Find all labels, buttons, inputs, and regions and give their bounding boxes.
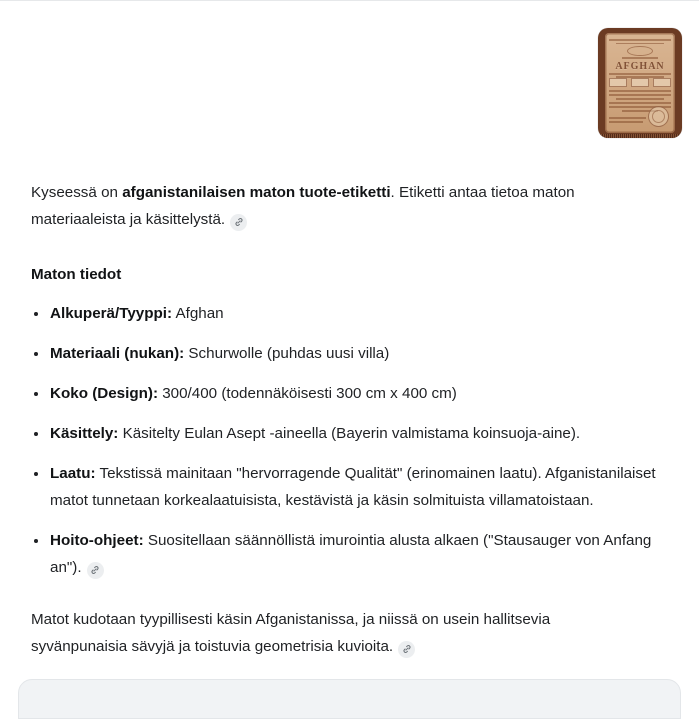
closing-paragraph [31, 606, 646, 660]
fact-key: Alkuperä/Tyyppi: [50, 305, 173, 322]
label-field-boxes [609, 78, 671, 87]
rug-fringe [598, 134, 682, 138]
fact-value: Afghan [172, 305, 224, 322]
rug-label-paper [605, 33, 675, 133]
fact-value: Käsitelty Eulan Asept -aineella (Bayerin valmistama koinsuoja-aine). [118, 425, 581, 442]
list-item [31, 380, 682, 407]
closing-paragraph-wrap [31, 606, 682, 660]
fact-value: Schurwolle (puhdas uusi villa) [184, 345, 390, 362]
section-heading: Maton tiedot [31, 266, 122, 283]
intro-lead: Kyseessä on [31, 184, 123, 201]
fact-value: Tekstissä mainitaan "hervorragende Qualität" (erinomainen laatu). Afganistanilaiset matot tunnetaan korkealaatuisista, kestävistä ja käsin solmituista villamatoistaan. [50, 465, 656, 509]
label-title: AFGHAN [615, 61, 665, 72]
fact-key: Koko (Design): [50, 385, 158, 402]
fact-key: Hoito-ohjeet: [50, 532, 144, 549]
message-body [31, 179, 682, 660]
fact-value: Suositellaan säännöllistä imurointia alusta alkaen ("Stausauger von Anfang an"). [50, 532, 652, 576]
message-composer[interactable] [18, 679, 681, 719]
intro-paragraph [31, 179, 631, 233]
list-item [31, 460, 682, 514]
rug-facts-list [31, 300, 682, 581]
fact-key: Laatu: [50, 465, 96, 482]
closing-text: Matot kudotaan tyypillisesti käsin Afganistanissa, ja niissä on usein hallitsevia syvänpunaisia sävyjä ja toistuvia geometrisia kuvioita. [31, 611, 551, 655]
fact-key: Käsittely: [50, 425, 119, 442]
label-seal-icon [648, 106, 669, 127]
link-icon[interactable] [398, 641, 415, 658]
link-icon[interactable] [230, 214, 247, 231]
link-icon[interactable] [87, 562, 104, 579]
fact-key: Materiaali (nukan): [50, 345, 185, 362]
attachment-row [0, 28, 682, 138]
label-oval-ornament [627, 46, 652, 56]
attached-image-thumbnail[interactable] [598, 28, 682, 138]
intro-rest: . Etiketti antaa tietoa maton materiaaleista ja käsittelystä. [31, 184, 575, 228]
intro-bold: afganistanilaisen maton tuote-etiketti [122, 184, 391, 201]
list-item [31, 527, 682, 581]
list-item [31, 420, 682, 447]
list-item [31, 340, 682, 367]
fact-value: 300/400 (todennäköisesti 300 cm x 400 cm) [158, 385, 457, 402]
list-item [31, 300, 682, 327]
